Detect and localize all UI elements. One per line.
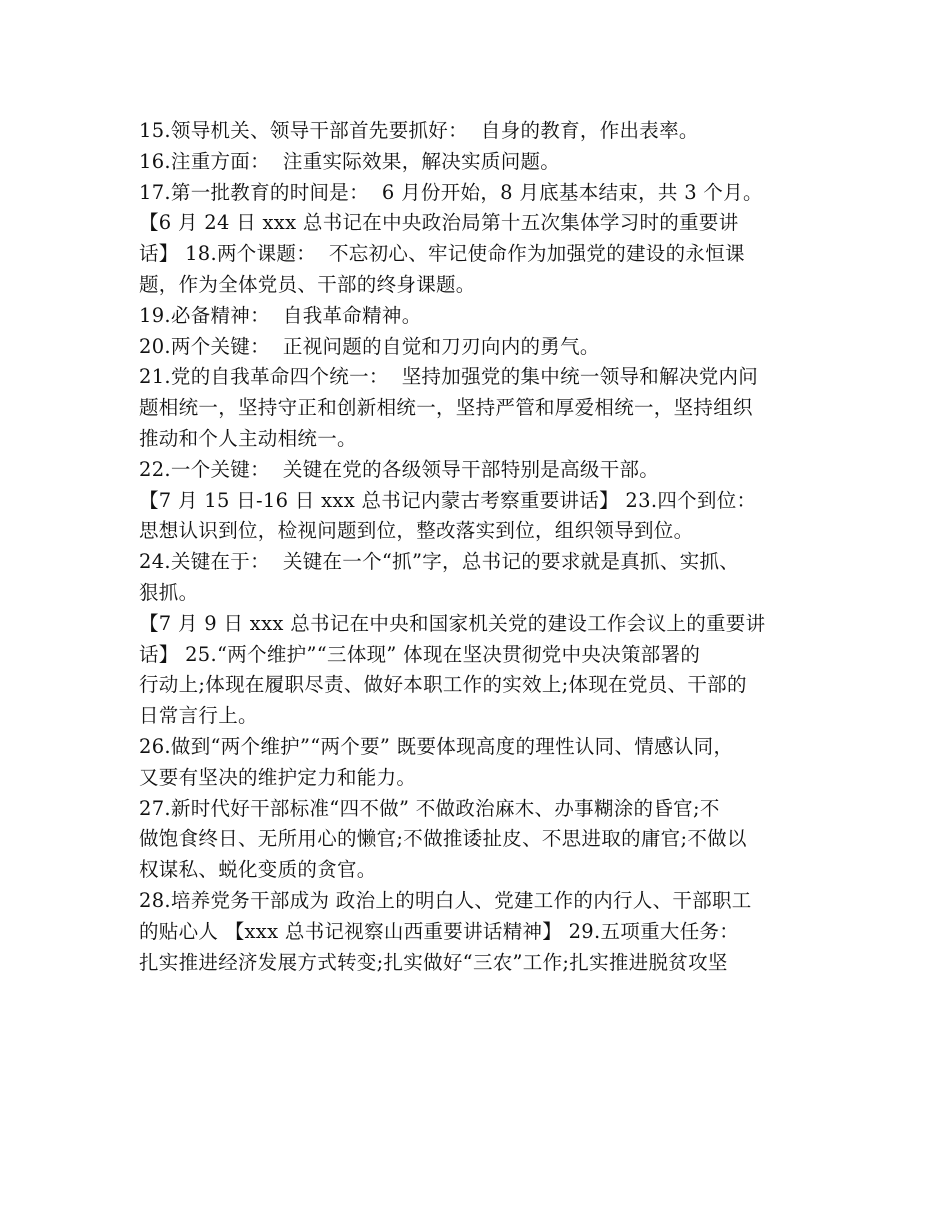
text-line-23-cont: 思想认识到位，检视问题到位，整改落实到位，组织领导到位。 <box>139 519 694 543</box>
text-line-15: 15.领导机关、领导干部首先要抓好： 自身的教育，作出表率。 <box>139 119 699 142</box>
text-line-21-cont-2: 推动和个人主动相统一。 <box>139 426 357 450</box>
text-line-16: 16.注重方面： 注重实际效果，解决实质问题。 <box>139 149 561 173</box>
text-line-26: 26.做到“两个维护”“两个要” 既要体现高度的理性认同、情感认同， <box>139 734 734 758</box>
text-line-25-cont-2: 日常言行上。 <box>139 704 258 728</box>
text-line-25: 话】 25.“两个维护”“三体现” 体现在坚决贯彻党中央决策部署的 <box>139 642 701 666</box>
text-line-18: 话】 18.两个课题： 不忘初心、牢记使命作为加强党的建设的永恒课 <box>139 242 745 266</box>
text-line-20: 20.两个关键： 正视问题的自觉和刀刃向内的勇气。 <box>139 334 600 358</box>
document-body <box>139 116 815 978</box>
text-line-18-cont: 题，作为全体党员、干部的终身课题。 <box>139 272 476 296</box>
section-heading-june-24: 【6 月 24 日 xxx 总书记在中央政治局第十五次集体学习时的重要讲 <box>139 211 739 235</box>
text-line-19: 19.必备精神： 自我革命精神。 <box>139 303 422 327</box>
text-line-28-cont: 的贴心人 【xxx 总书记视察山西重要讲话精神】 29.五项重大任务： <box>139 919 740 943</box>
section-heading-july-15: 【7 月 15 日-16 日 xxx 总书记内蒙古考察重要讲话】 23.四个到位： <box>139 488 757 512</box>
text-line-27-cont-1: 做饱食终日、无所用心的懒官;不做推诿扯皮、不思进取的庸官;不做以 <box>139 827 747 851</box>
text-line-21: 21.党的自我革命四个统一： 坚持加强党的集中统一领导和解决党内问 <box>139 365 759 389</box>
text-line-24: 24.关键在于： 关键在一个“抓”字，总书记的要求就是真抓、实抓、 <box>139 550 740 574</box>
text-line-17: 17.第一批教育的时间是： 6 月份开始，8 月底基本结束，共 3 个月。 <box>139 180 763 204</box>
text-line-28: 28.培养党务干部成为 政治上的明白人、党建工作的内行人、干部职工 <box>139 888 752 912</box>
text-line-25-cont-1: 行动上;体现在履职尽责、做好本职工作的实效上;体现在党员、干部的 <box>139 673 747 697</box>
text-line-29-cont: 扎实推进经济发展方式转变;扎实做好“三农”工作;扎实推进脱贫攻坚 <box>139 950 728 974</box>
text-line-21-cont-1: 题相统一，坚持守正和创新相统一，坚持严管和厚爱相统一，坚持组织 <box>139 396 753 420</box>
text-line-27: 27.新时代好干部标准“四不做” 不做政治麻木、办事糊涂的昏官;不 <box>139 796 720 820</box>
text-line-26-cont: 又要有坚决的维护定力和能力。 <box>139 765 417 789</box>
text-line-22: 22.一个关键： 关键在党的各级领导干部特别是高级干部。 <box>139 457 660 481</box>
text-line-24-cont: 狠抓。 <box>139 580 199 604</box>
text-line-27-cont-2: 权谋私、蜕化变质的贪官。 <box>139 858 377 882</box>
section-heading-july-9: 【7 月 9 日 xxx 总书记在中央和国家机关党的建设工作会议上的重要讲 <box>139 611 766 635</box>
